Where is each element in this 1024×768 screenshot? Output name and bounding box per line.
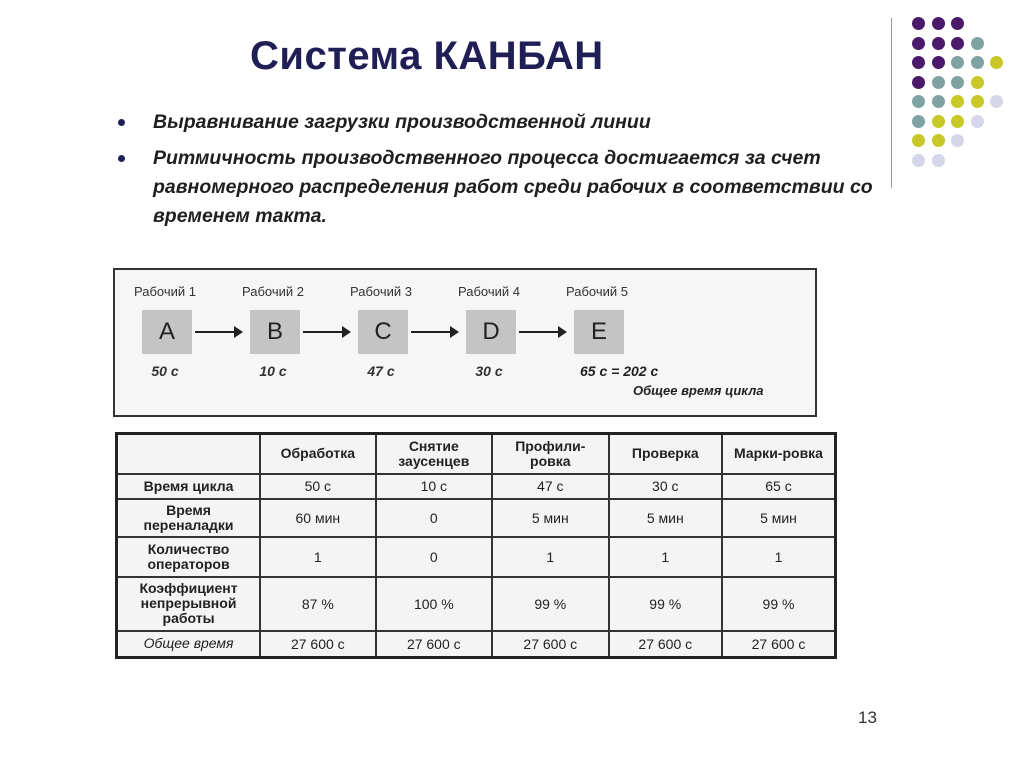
table-cell: 27 600 с <box>492 631 608 658</box>
workflow-diagram <box>113 268 817 417</box>
table-cell: 0 <box>376 537 492 577</box>
bullet-text: Выравнивание загрузки производственной линии <box>153 111 651 133</box>
row-header: Количество операторов <box>117 537 261 577</box>
table-header-cell: Снятие заусенцев <box>376 434 492 474</box>
table-cell: 27 600 с <box>376 631 492 658</box>
decorative-dot-icon <box>951 17 964 30</box>
decorative-dot-icon <box>932 95 945 108</box>
total-cycle-time: 65 с = 202 с <box>580 363 659 379</box>
decorative-dot-icon <box>932 37 945 50</box>
table-header-cell: Марки-ровка <box>722 434 836 474</box>
decorative-dot-icon <box>932 115 945 128</box>
table-row <box>117 631 836 658</box>
bullet-dot-icon <box>118 155 125 162</box>
decorative-dot-icon <box>932 154 945 167</box>
station-box: B <box>250 310 300 354</box>
station-box: A <box>142 310 192 354</box>
table-cell: 1 <box>722 537 836 577</box>
table-cell: 0 <box>376 499 492 537</box>
decorative-dot-icon <box>971 37 984 50</box>
worker-label: Рабочий 4 <box>458 284 520 299</box>
table-cell: 100 % <box>376 577 492 631</box>
table-header-cell: Проверка <box>609 434 722 474</box>
worker-label: Рабочий 3 <box>350 284 412 299</box>
table-row <box>117 474 836 499</box>
table-header-cell: Обработка <box>260 434 375 474</box>
decorative-dot-icon <box>971 56 984 69</box>
worker-label: Рабочий 2 <box>242 284 304 299</box>
arrow-right-icon <box>519 331 565 333</box>
row-header: Время цикла <box>117 474 261 499</box>
station-box: E <box>574 310 624 354</box>
decorative-dot-icon <box>932 56 945 69</box>
decorative-dot-icon <box>912 134 925 147</box>
decorative-dot-icon <box>912 56 925 69</box>
decorative-dot-icon <box>932 76 945 89</box>
decorative-dot-icon <box>971 95 984 108</box>
station-time: 30 с <box>475 363 503 379</box>
bullet-dot-icon <box>118 119 125 126</box>
table-cell: 1 <box>609 537 722 577</box>
row-header: Коэффициент непрерывной работы <box>117 577 261 631</box>
station-time: 50 с <box>151 363 179 379</box>
table-row <box>117 499 836 537</box>
table-cell: 50 с <box>260 474 375 499</box>
operations-table <box>115 432 837 659</box>
slide-title: Система КАНБАН <box>250 34 604 78</box>
worker-label: Рабочий 1 <box>134 284 196 299</box>
arrow-right-icon <box>411 331 457 333</box>
decorative-dot-icon <box>932 134 945 147</box>
table-cell: 27 600 с <box>260 631 375 658</box>
decorative-dot-icon <box>951 56 964 69</box>
table-cell: 27 600 с <box>722 631 836 658</box>
arrow-right-icon <box>195 331 241 333</box>
decorative-dot-icon <box>912 115 925 128</box>
decorative-dot-icon <box>990 95 1003 108</box>
table-cell: 1 <box>492 537 608 577</box>
decorative-dot-icon <box>951 95 964 108</box>
table-cell: 47 с <box>492 474 608 499</box>
table-cell: 10 с <box>376 474 492 499</box>
decorative-dot-icon <box>912 154 925 167</box>
decorative-dot-icon <box>990 56 1003 69</box>
arrow-right-icon <box>303 331 349 333</box>
page-number: 13 <box>858 708 877 727</box>
row-header: Время переналадки <box>117 499 261 537</box>
decorative-dot-icon <box>912 37 925 50</box>
table-header-cell <box>117 434 261 474</box>
decorative-dot-icon <box>912 17 925 30</box>
decorative-dot-icon <box>951 134 964 147</box>
table-cell: 87 % <box>260 577 375 631</box>
table-row <box>117 577 836 631</box>
table-cell: 5 мин <box>722 499 836 537</box>
bullet-text: Ритмичность производственного процесса достигается за счет равномерного распределения работ среди рабочих в соответствии со временем такта. <box>153 147 873 227</box>
table-row <box>117 537 836 577</box>
station-time: 10 с <box>259 363 287 379</box>
bullet-list <box>118 108 898 238</box>
table-header-row <box>117 434 836 474</box>
decorative-dot-icon <box>951 115 964 128</box>
table-cell: 99 % <box>722 577 836 631</box>
table-cell: 99 % <box>609 577 722 631</box>
table-cell: 30 с <box>609 474 722 499</box>
table-cell: 27 600 с <box>609 631 722 658</box>
decorative-dot-icon <box>932 17 945 30</box>
table-cell: 5 мин <box>609 499 722 537</box>
decorative-dot-icon <box>951 76 964 89</box>
station-time: 47 с <box>367 363 395 379</box>
table-cell: 1 <box>260 537 375 577</box>
row-header: Общее время <box>117 631 261 658</box>
table-cell: 99 % <box>492 577 608 631</box>
bullet-item <box>118 108 898 137</box>
station-box: C <box>358 310 408 354</box>
decorative-dot-icon <box>912 95 925 108</box>
decorative-dot-icon <box>971 76 984 89</box>
total-cycle-label: Общее время цикла <box>633 383 764 398</box>
table-cell: 65 с <box>722 474 836 499</box>
table-cell: 5 мин <box>492 499 608 537</box>
worker-label: Рабочий 5 <box>566 284 628 299</box>
station-box: D <box>466 310 516 354</box>
decorative-dot-icon <box>951 37 964 50</box>
decorative-dot-icon <box>971 115 984 128</box>
table-cell: 60 мин <box>260 499 375 537</box>
table-header-cell: Профили-ровка <box>492 434 608 474</box>
bullet-item <box>118 144 898 231</box>
decorative-dot-icon <box>912 76 925 89</box>
